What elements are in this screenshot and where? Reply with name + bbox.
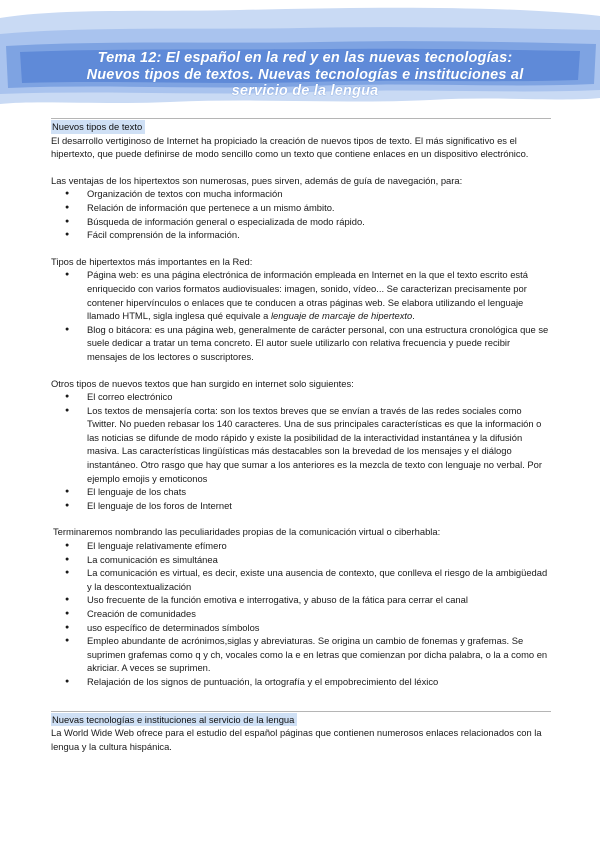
list-item: [87, 268, 551, 322]
section-divider: [51, 711, 551, 712]
list-item: ● El lenguaje de los foros de Internet: [87, 499, 551, 513]
list-item: ● La comunicación es simultánea: [87, 553, 551, 567]
title-line-2: Nuevos tipos de textos. Nuevas tecnologías e instituciones al: [86, 66, 524, 83]
advantages-list: [51, 187, 551, 241]
advantages-intro: Las ventajas de los hipertextos son numerosas, pues sirven, además de guía de navegación, para:: [51, 174, 463, 186]
list-item: ● Blog o bitácora: es una página web, generalmente de carácter personal, con una estructura cronológica que se suele dedicar a tratar un tema concreto. El autor suele utilizarlo con relativa frecuencia y puede recibir mensajes de los lectores o suscriptores.: [87, 323, 551, 364]
list-item: ● El correo electrónico: [87, 390, 551, 404]
hypertext-types-intro: Tipos de hipertextos más importantes en la Red:: [51, 255, 253, 267]
list-item: ● Organización de textos con mucha información: [87, 187, 551, 201]
list-item: ● La comunicación es virtual, es decir, existe una ausencia de contexto, que conlleva el riesgo de la ambigüedad y la descontextualización: [87, 566, 551, 593]
list-item: ● Relación de información que pertenece a un mismo ámbito.: [87, 201, 551, 215]
hypertext-intro: El desarrollo vertiginoso de Internet ha propiciado la creación de nuevos tipos de texto. El más significativo es el hipertexto, que puede definirse de modo sencillo como un texto que contiene enlaces en un dispositivo electrónico.: [51, 134, 529, 160]
hypertext-types-list: [51, 268, 551, 363]
list-item: ● Empleo abundante de acrónimos,siglas y abreviaturas. Se origina un cambio de fonemas y grafemas. Se suprimen grafemas como q y ch, vocales como la e en letras que comienzan por dicha palabra, o la a como en akriciar. A veces se suprimen.: [87, 634, 551, 675]
title-line-1: Tema 12: El español en la red y en las nuevas tecnologías:: [97, 50, 513, 66]
title-line-3: servicio de la lengua: [231, 83, 379, 99]
document-body: [51, 118, 551, 753]
punct: .: [412, 310, 415, 322]
title-banner: [0, 0, 600, 112]
section-heading-technologies-institutions: Nuevas tecnologías e instituciones al servicio de la lengua: [51, 713, 297, 727]
list-item: ● Los textos de mensajería corta: son los textos breves que se envían a través de las redes sociales como Twitter. No pueden rebasar los 140 caracteres. Una de sus principales características es que la información o las noticias se difunde de modo rápido y existe la posibilidad de la interactividad instantánea y la difusión masiva. Las características lingüísticas más destacables son la brevedad de los mensajes y el diálogo instantáneo. Otro rasgo que hay que sumar a los anteriores es la mezcla de texto con lenguaje no verbal. Por ejemplo emojis y emoticonos: [87, 404, 551, 486]
list-item: ● Creación de comunidades: [87, 607, 551, 621]
list-item: ● El lenguaje de los chats: [87, 485, 551, 499]
list-item: ● Fácil comprensión de la información.: [87, 228, 551, 242]
list-item: ● Relajación de los signos de puntuación, la ortografía y el empobrecimiento del léxico: [87, 675, 551, 689]
section-heading-new-text-types: Nuevos tipos de texto: [51, 120, 145, 134]
www-intro: La World Wide Web ofrece para el estudio del español páginas que contienen numerosos enlaces relacionados con la lengua y la cultura hispánica.: [51, 727, 542, 752]
list-item: ● Búsqueda de información general o especializada de modo rápido.: [87, 215, 551, 229]
html-meaning: lenguaje de marcaje de hipertexto: [270, 310, 413, 322]
list-item: ● Uso frecuente de la función emotiva e interrogativa, y abuso de la fática para cerrar el canal: [87, 593, 551, 607]
other-texts-intro: Otros tipos de nuevos textos que han surgido en internet solo siguientes:: [51, 377, 354, 389]
web-page-definition: Página web: es una página electrónica de información empleada en Internet en la que el texto escrito está enriquecido con varios formatos audiovisuales: imagen, sonido, vídeo... Se caracterizan precisamente por contener hipervínculos o enlaces que te conducen a otras páginas web. Se elabora utilizando el lenguaje llamado HTML, sigla inglesa qué equivale a: [87, 269, 528, 322]
document-title: [40, 50, 570, 100]
list-item: ● El lenguaje relativamente efímero: [87, 539, 551, 553]
cyber-speech-intro: Terminaremos nombrando las peculiaridades propias de la comunicación virtual o ciberhabla:: [53, 526, 441, 538]
section-divider: [51, 118, 551, 119]
cyber-speech-features-list: [51, 539, 551, 689]
other-texts-list: [51, 390, 551, 512]
list-item: ● uso específico de determinados símbolos: [87, 621, 551, 635]
